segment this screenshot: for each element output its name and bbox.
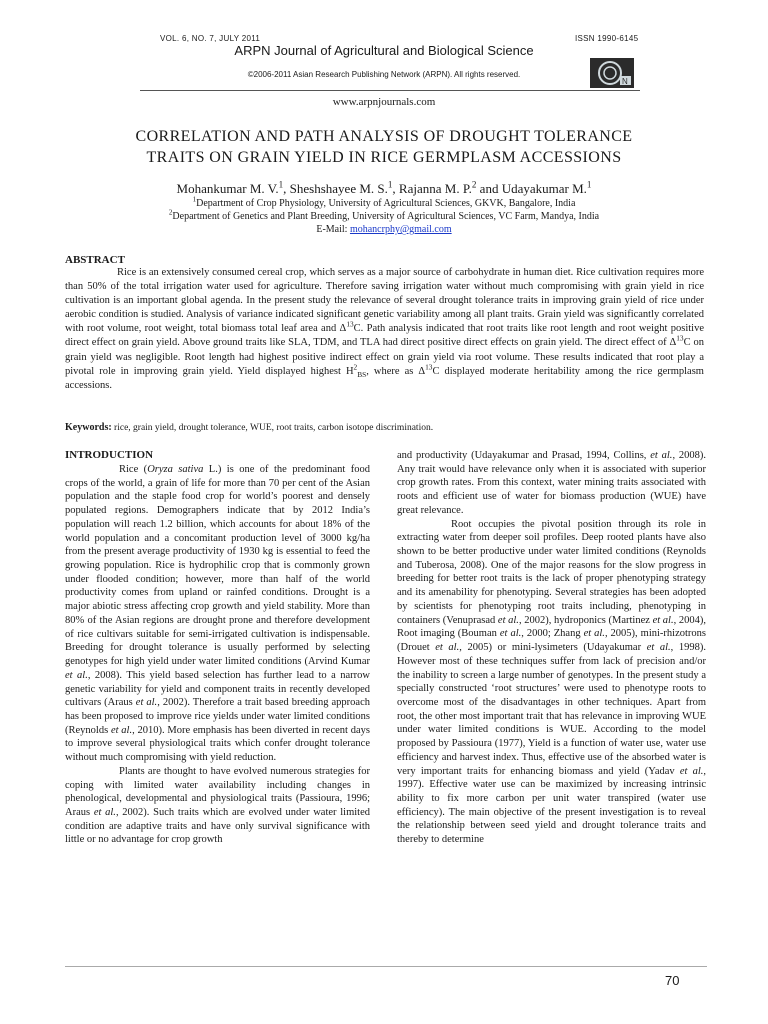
header-divider — [140, 90, 640, 91]
author-affiliation-mark: 1 — [387, 179, 393, 190]
intro-paragraph-1: Rice (Oryza sativa L.) is one of the predominant food crops of the world, a grain of life for more than 70 per cent of the Asian population and the staple food crop for world’s poorest and densely populated regions. Demographers indicate that by 2012 India’s population will reach 1.2 billion, which accounts for about 18% of the world population and a concomitant production level of 3000 kg/ha from the present average productivity of 1930 kg is essential to feed the growing population. Rice is hydrophilic crop that is commonly grown under flooded condition; however, more than half of the world productivity comes from upland or rainfed conditions. Drought is a major abiotic stress affecting crop growth and yield stability. More than 80% of the Asian regions are drought prone and therefore development of rice cultivars suitable for semi-irrigated cultivation is indispensable. Breeding for drought tolerance is usually performed by selecting genotypes for high yield under water limited conditions (Arvind Kumar et al., 2008). This yield based selection has further lead to a narrow genetic variability for yield and component traits in recently developed cultivars (Araus et al., 2002). Therefore a trait based breeding approach has been proposed to improve rice yields under water limited conditions (Reynolds et al., 2010). More emphasis has been diverted in recent days to improve several physiological traits which confer drought tolerance without much compromising with yield reduction. — [65, 464, 371, 764]
right-paragraph-1: and productivity (Udayakumar and Prasad, 1994, Collins, et al., 2008). Any trait would have relevance only when it is associated with superior crop growth rates. From this context, water mining traits associated with roots and efficient use of water for biomass production (WUE) have great relevance. — [397, 450, 706, 516]
website-url[interactable]: www.arpnjournals.com — [332, 96, 436, 108]
title-line-1: CORRELATION AND PATH ANALYSIS OF DROUGHT TOLERANCE — [135, 128, 633, 145]
author-name: Rajanna M. P. — [398, 181, 472, 196]
paper-title — [60, 126, 708, 168]
journal-name: ARPN Journal of Agricultural and Biological Science — [234, 43, 534, 58]
volume-info: VOL. 6, NO. 7, JULY 2011 — [160, 34, 261, 43]
email-label: E-Mail: — [316, 224, 350, 235]
left-column — [65, 463, 370, 847]
affiliation-2: $^2$Department of Genetics and Plant Breeding, University of Agricultural Sciences, VC Farm, Mandya, India — [168, 208, 600, 222]
introduction-heading: INTRODUCTION — [65, 449, 154, 461]
footer-divider — [65, 966, 707, 967]
page-number: 70 — [665, 973, 680, 988]
author-name: Sheshshayee M. S. — [289, 181, 388, 196]
issn: ISSN 1990-6145 — [575, 34, 639, 43]
svg-text:N: N — [622, 77, 628, 86]
title-line-2: TRAITS ON GRAIN YIELD IN RICE GERMPLASM ACCESSIONS — [146, 149, 622, 166]
email-line — [0, 224, 768, 235]
affiliation-1: $^1$Department of Crop Physiology, University of Agricultural Sciences, GKVK, Bangalore, India — [192, 195, 576, 209]
copyright-notice: ©2006-2011 Asian Research Publishing Network (ARPN). All rights reserved. — [247, 70, 521, 79]
abstract-heading: ABSTRACT — [65, 254, 125, 266]
author-affiliation-mark: 2 — [471, 179, 477, 190]
keywords-text: rice, grain yield, drought tolerance, WUE, root traits, carbon isotope discrimination. — [114, 423, 434, 433]
author-name: Udayakumar M. — [501, 181, 587, 196]
arpn-logo — [590, 58, 634, 88]
author-name: Mohankumar M. V. — [176, 181, 279, 196]
keywords-label: Keywords: — [65, 422, 112, 433]
right-paragraph-2: Root occupies the pivotal position through its role in extracting water from deeper soil profiles. Deep rooted plants have also shown to be better productive under water limited conditions (Reynolds and Tuberosa, 2008). One of the major reasons for the slow progress in breeding for better root traits is the lack of proper phenotyping strategy and its amenability for phenotyping. Several strategies has been adopted by scientists for phenotyping root traits including, phenotyping in containers (Venuprasad et al., 2002), hydroponics (Martinez et al., 2004), Root imaging (Bouman et al., 2000; Zhang et al., 2005), mini-rhizotrons (Drouet et al., 2005) or mini-lysimeters (Udayakumar et al., 1998). However most of these techniques suffer from lack of precision and/or the inability to screen a large number of genotypes. In the present study a specially constructed ‘root structures’ were used to phenotype roots to overcome most of the disadvantages in other techniques. Apart from root, the other most important trait that has relevance in improving WUE under water limited conditions is WUE. According to the model proposed by Passioura (1977), Yield is a function of water use, water use efficiency and harvest index. Thus, effective use of the absorbed water is very important traits for enhancing biomass and yield (Yadav et al., 1997). Effective water use can be maximized by increasing intrinsic ability to fix more carbon per unit water transpired (water use efficiency). The main objective of the present investigation is to reveal the relationship between seed yield and drought tolerance traits and thereby to determine — [397, 518, 706, 846]
intro-paragraph-2: Plants are thought to have evolved numerous strategies for coping with limited water availability including changes in phenological, developmental and physiological traits (Passioura, 1996; Araus et al., 2002). Such traits which are evolved under water limited condition are adaptive traits and have only survival significance with little or no advantage for crop growth — [65, 765, 371, 846]
keywords-line — [65, 422, 705, 433]
right-column — [397, 449, 706, 847]
author-affiliation-mark: 1 — [586, 179, 592, 190]
author-affiliation-mark: 1 — [278, 179, 284, 190]
abstract-text: Rice is an extensively consumed cereal crop, which serves as a major source of carbohydrate in human diet. Rice cultivation requires more than 50% of the total irrigation water used for agriculture. Therefore saving irrigation water without much compromising with grain yield in rice cultivation is an important global agenda. In the present study the relevance of several drought tolerance traits in improving grain yield of rice under aerobic condition is studied. Analysis of variance indicated significant genetic variability among all plant traits. Grain yield was significantly correlated with root volume, root weight, total biomass total leaf area and $\Delta^{13}C$. Path analysis indicated that root traits like root length and root weight positive direct effect on grain yield. Above ground traits like SLA, TDM, and TLA had direct positive direct effects on grain yield. The direct effect of $\Delta^{13}C$ on grain yield was negligible. Root length had highest positive indirect effect on grain yield via root volume. These results indicated that root play a pivotal role in improving grain yield. Yield displayed highest $H^2_{BS}$, where as $\Delta^{13}C$ displayed moderate heritability among the rice germplasm accessions. — [65, 267, 704, 391]
author-list: Mohankumar M. V.$^1$, Sheshshayee M. S.$^1$, Rajanna M. P.$^2$ and Udayakumar M.$^1$ — [176, 179, 592, 196]
email-link[interactable]: mohancrphy@gmail.com — [349, 224, 452, 235]
